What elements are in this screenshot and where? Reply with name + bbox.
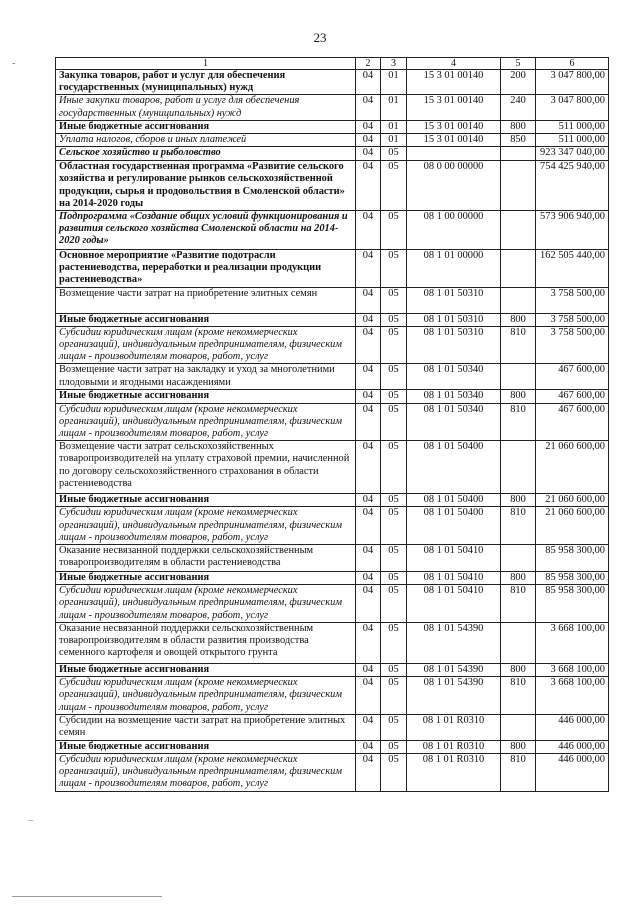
- row-name: Основное мероприятие «Развитие подотрасли растениеводства, переработки и реализации продукции растениеводства»: [56, 250, 356, 288]
- expense-type-code: 240: [501, 95, 536, 120]
- section-code: 04: [356, 95, 381, 120]
- column-header: 4: [407, 58, 501, 70]
- target-article-code: 08 1 01 50410: [407, 572, 501, 585]
- subsection-code: 01: [381, 95, 407, 120]
- row-name: Иные бюджетные ассигнования: [56, 390, 356, 403]
- margin-mark: ‐: [12, 58, 16, 69]
- amount: 3 758 500,00: [536, 326, 609, 364]
- table-row: [56, 250, 609, 288]
- amount: 85 958 300,00: [536, 585, 609, 623]
- section-code: 04: [356, 753, 381, 791]
- row-name: Областная государственная программа «Развитие сельского хозяйства и регулирование рынков сельскохозяйственной продукции, сырья и продовольствия в Смоленской области» на 2014-2020 годы: [56, 161, 356, 211]
- table-row: [56, 545, 609, 572]
- row-name: Иные бюджетные ассигнования: [56, 663, 356, 676]
- column-header: 5: [501, 58, 536, 70]
- subsection-code: 05: [381, 250, 407, 288]
- section-code: 04: [356, 403, 381, 441]
- target-article-code: 08 1 00 00000: [407, 211, 501, 250]
- target-article-code: 15 3 01 00140: [407, 120, 501, 133]
- amount: 446 000,00: [536, 753, 609, 791]
- table-row: [56, 494, 609, 507]
- row-name: Субсидии юридическим лицам (кроме некоммерческих организаций), индивидуальным предпринимателям, физическим лицам - производителям товаров, работ, услуг: [56, 753, 356, 791]
- subsection-code: 05: [381, 677, 407, 715]
- expense-type-code: 810: [501, 403, 536, 441]
- expense-type-code: [501, 250, 536, 288]
- section-code: 04: [356, 287, 381, 313]
- target-article-code: 08 1 01 R0310: [407, 740, 501, 753]
- column-header: 3: [381, 58, 407, 70]
- section-code: 04: [356, 147, 381, 161]
- amount: 162 505 440,00: [536, 250, 609, 288]
- section-code: 04: [356, 740, 381, 753]
- subsection-code: 05: [381, 545, 407, 572]
- target-article-code: 08 1 01 50400: [407, 507, 501, 545]
- amount: 3 758 500,00: [536, 287, 609, 313]
- row-name: Возмещение части затрат на закладку и уход за многолетними плодовыми и ягодными насаждениями: [56, 364, 356, 390]
- target-article-code: 08 1 01 54390: [407, 622, 501, 663]
- expense-type-code: [501, 441, 536, 494]
- expense-type-code: 200: [501, 70, 536, 95]
- section-code: 04: [356, 134, 381, 147]
- section-code: 04: [356, 585, 381, 623]
- expense-type-code: 850: [501, 134, 536, 147]
- amount: 754 425 940,00: [536, 161, 609, 211]
- amount: 85 958 300,00: [536, 572, 609, 585]
- target-article-code: 08 1 01 50310: [407, 313, 501, 326]
- expense-type-code: 800: [501, 120, 536, 133]
- table-row: [56, 403, 609, 441]
- table-row: [56, 313, 609, 326]
- subsection-code: 05: [381, 287, 407, 313]
- amount: 446 000,00: [536, 740, 609, 753]
- amount: 3 758 500,00: [536, 313, 609, 326]
- table-row: [56, 753, 609, 791]
- table-row: [56, 441, 609, 494]
- target-article-code: 08 1 01 50410: [407, 585, 501, 623]
- amount: 511 000,00: [536, 134, 609, 147]
- amount: 3 668 100,00: [536, 663, 609, 676]
- table-row: [56, 714, 609, 740]
- target-article-code: 08 0 00 00000: [407, 161, 501, 211]
- expense-type-code: 800: [501, 313, 536, 326]
- amount: 21 060 600,00: [536, 494, 609, 507]
- section-code: 04: [356, 364, 381, 390]
- subsection-code: 05: [381, 494, 407, 507]
- subsection-code: 05: [381, 147, 407, 161]
- expense-type-code: 810: [501, 677, 536, 715]
- subsection-code: 05: [381, 161, 407, 211]
- section-code: 04: [356, 161, 381, 211]
- table-header-row: [56, 58, 609, 70]
- section-code: 04: [356, 390, 381, 403]
- amount: 573 906 940,00: [536, 211, 609, 250]
- section-code: 04: [356, 545, 381, 572]
- section-code: 04: [356, 250, 381, 288]
- amount: 467 600,00: [536, 403, 609, 441]
- amount: 467 600,00: [536, 364, 609, 390]
- expense-type-code: [501, 364, 536, 390]
- row-name: Подпрограмма «Создание общих условий функционирования и развития сельского хозяйства Смоленской области на 2014-2020 годы»: [56, 211, 356, 250]
- table-row: [56, 507, 609, 545]
- table-row: [56, 663, 609, 676]
- subsection-code: 05: [381, 572, 407, 585]
- subsection-code: 05: [381, 211, 407, 250]
- row-name: Возмещение части затрат на приобретение элитных семян: [56, 287, 356, 313]
- section-code: 04: [356, 211, 381, 250]
- row-name: Субсидии юридическим лицам (кроме некоммерческих организаций), индивидуальным предпринимателям, физическим лицам - производителям товаров, работ, услуг: [56, 326, 356, 364]
- expense-type-code: 810: [501, 326, 536, 364]
- row-name: Уплата налогов, сборов и иных платежей: [56, 134, 356, 147]
- subsection-code: 05: [381, 622, 407, 663]
- amount: 85 958 300,00: [536, 545, 609, 572]
- target-article-code: 08 1 01 54390: [407, 663, 501, 676]
- table-row: [56, 585, 609, 623]
- amount: 21 060 600,00: [536, 441, 609, 494]
- row-name: Субсидии юридическим лицам (кроме некоммерческих организаций), индивидуальным предпринимателям, физическим лицам - производителям товаров, работ, услуг: [56, 677, 356, 715]
- table-row: [56, 120, 609, 133]
- target-article-code: 08 1 01 50340: [407, 364, 501, 390]
- section-code: 04: [356, 714, 381, 740]
- section-code: 04: [356, 572, 381, 585]
- subsection-code: 05: [381, 663, 407, 676]
- target-article-code: 08 1 01 50400: [407, 494, 501, 507]
- expense-type-code: 800: [501, 663, 536, 676]
- row-name: Иные закупки товаров, работ и услуг для обеспечения государственных (муниципальных) нужд: [56, 95, 356, 120]
- section-code: 04: [356, 441, 381, 494]
- subsection-code: 05: [381, 753, 407, 791]
- target-article-code: 08 1 01 00000: [407, 250, 501, 288]
- section-code: 04: [356, 494, 381, 507]
- subsection-code: 01: [381, 120, 407, 133]
- table-row: [56, 70, 609, 95]
- scan-border-line: [12, 896, 162, 897]
- expense-type-code: [501, 211, 536, 250]
- margin-mark: –: [28, 815, 33, 826]
- section-code: 04: [356, 70, 381, 95]
- row-name: Субсидии на возмещение части затрат на приобретение элитных семян: [56, 714, 356, 740]
- target-article-code: 08 1 01 50310: [407, 326, 501, 364]
- amount: 21 060 600,00: [536, 507, 609, 545]
- target-article-code: 08 1 01 54390: [407, 677, 501, 715]
- subsection-code: 05: [381, 313, 407, 326]
- table-row: [56, 211, 609, 250]
- row-name: Оказание несвязанной поддержки сельскохозяйственным товаропроизводителям в области развития производства семенного картофеля и овощей открытого грунта: [56, 622, 356, 663]
- subsection-code: 05: [381, 740, 407, 753]
- amount: 3 047 800,00: [536, 95, 609, 120]
- row-name: Субсидии юридическим лицам (кроме некоммерческих организаций), индивидуальным предпринимателям, физическим лицам - производителям товаров, работ, услуг: [56, 585, 356, 623]
- subsection-code: 05: [381, 585, 407, 623]
- expense-type-code: 800: [501, 494, 536, 507]
- subsection-code: 05: [381, 714, 407, 740]
- subsection-code: 05: [381, 326, 407, 364]
- row-name: Сельское хозяйство и рыболовство: [56, 147, 356, 161]
- expense-type-code: 800: [501, 390, 536, 403]
- table-row: [56, 147, 609, 161]
- subsection-code: 05: [381, 390, 407, 403]
- row-name: Иные бюджетные ассигнования: [56, 494, 356, 507]
- expense-type-code: [501, 545, 536, 572]
- section-code: 04: [356, 326, 381, 364]
- row-name: Оказание несвязанной поддержки сельскохозяйственным товаропроизводителям в области растениеводства: [56, 545, 356, 572]
- amount: 3 047 800,00: [536, 70, 609, 95]
- target-article-code: 08 1 01 50340: [407, 390, 501, 403]
- column-header: 1: [56, 58, 356, 70]
- expense-type-code: 800: [501, 740, 536, 753]
- table-row: [56, 95, 609, 120]
- target-article-code: [407, 147, 501, 161]
- amount: 3 668 100,00: [536, 622, 609, 663]
- expense-type-code: [501, 161, 536, 211]
- page-number: 23: [313, 30, 327, 45]
- target-article-code: 15 3 01 00140: [407, 95, 501, 120]
- row-name: Субсидии юридическим лицам (кроме некоммерческих организаций), индивидуальным предпринимателям, физическим лицам - производителям товаров, работ, услуг: [56, 507, 356, 545]
- expense-type-code: [501, 714, 536, 740]
- row-name: Иные бюджетные ассигнования: [56, 740, 356, 753]
- table-row: [56, 740, 609, 753]
- table-row: [56, 390, 609, 403]
- target-article-code: 08 1 01 R0310: [407, 753, 501, 791]
- row-name: Иные бюджетные ассигнования: [56, 572, 356, 585]
- table-row: [56, 622, 609, 663]
- target-article-code: 08 1 01 50410: [407, 545, 501, 572]
- expense-type-code: [501, 147, 536, 161]
- table-row: [56, 677, 609, 715]
- section-code: 04: [356, 507, 381, 545]
- amount: 446 000,00: [536, 714, 609, 740]
- table-row: [56, 326, 609, 364]
- row-name: Иные бюджетные ассигнования: [56, 120, 356, 133]
- column-header: 6: [536, 58, 609, 70]
- expense-type-code: 810: [501, 753, 536, 791]
- amount: 923 347 040,00: [536, 147, 609, 161]
- table-row: [56, 287, 609, 313]
- table-row: [56, 134, 609, 147]
- target-article-code: 15 3 01 00140: [407, 70, 501, 95]
- amount: 3 668 100,00: [536, 677, 609, 715]
- subsection-code: 05: [381, 403, 407, 441]
- row-name: Иные бюджетные ассигнования: [56, 313, 356, 326]
- target-article-code: 08 1 01 50340: [407, 403, 501, 441]
- row-name: Возмещение части затрат сельскохозяйственных товаропроизводителей на уплату страховой премии, начисленной по договору сельскохозяйственного страхования в области растениеводства: [56, 441, 356, 494]
- subsection-code: 01: [381, 134, 407, 147]
- table-row: [56, 572, 609, 585]
- subsection-code: 05: [381, 507, 407, 545]
- subsection-code: 05: [381, 441, 407, 494]
- row-name: Субсидии юридическим лицам (кроме некоммерческих организаций), индивидуальным предпринимателям, физическим лицам - производителям товаров, работ, услуг: [56, 403, 356, 441]
- target-article-code: 15 3 01 00140: [407, 134, 501, 147]
- column-header: 2: [356, 58, 381, 70]
- section-code: 04: [356, 313, 381, 326]
- table-row: [56, 364, 609, 390]
- section-code: 04: [356, 663, 381, 676]
- target-article-code: 08 1 01 R0310: [407, 714, 501, 740]
- section-code: 04: [356, 120, 381, 133]
- expense-type-code: [501, 287, 536, 313]
- budget-table: [55, 57, 609, 792]
- target-article-code: 08 1 01 50400: [407, 441, 501, 494]
- expense-type-code: [501, 622, 536, 663]
- section-code: 04: [356, 677, 381, 715]
- amount: 467 600,00: [536, 390, 609, 403]
- subsection-code: 01: [381, 70, 407, 95]
- row-name: Закупка товаров, работ и услуг для обеспечения государственных (муниципальных) нужд: [56, 70, 356, 95]
- target-article-code: 08 1 01 50310: [407, 287, 501, 313]
- table-row: [56, 161, 609, 211]
- subsection-code: 05: [381, 364, 407, 390]
- expense-type-code: 800: [501, 572, 536, 585]
- expense-type-code: 810: [501, 585, 536, 623]
- section-code: 04: [356, 622, 381, 663]
- expense-type-code: 810: [501, 507, 536, 545]
- amount: 511 000,00: [536, 120, 609, 133]
